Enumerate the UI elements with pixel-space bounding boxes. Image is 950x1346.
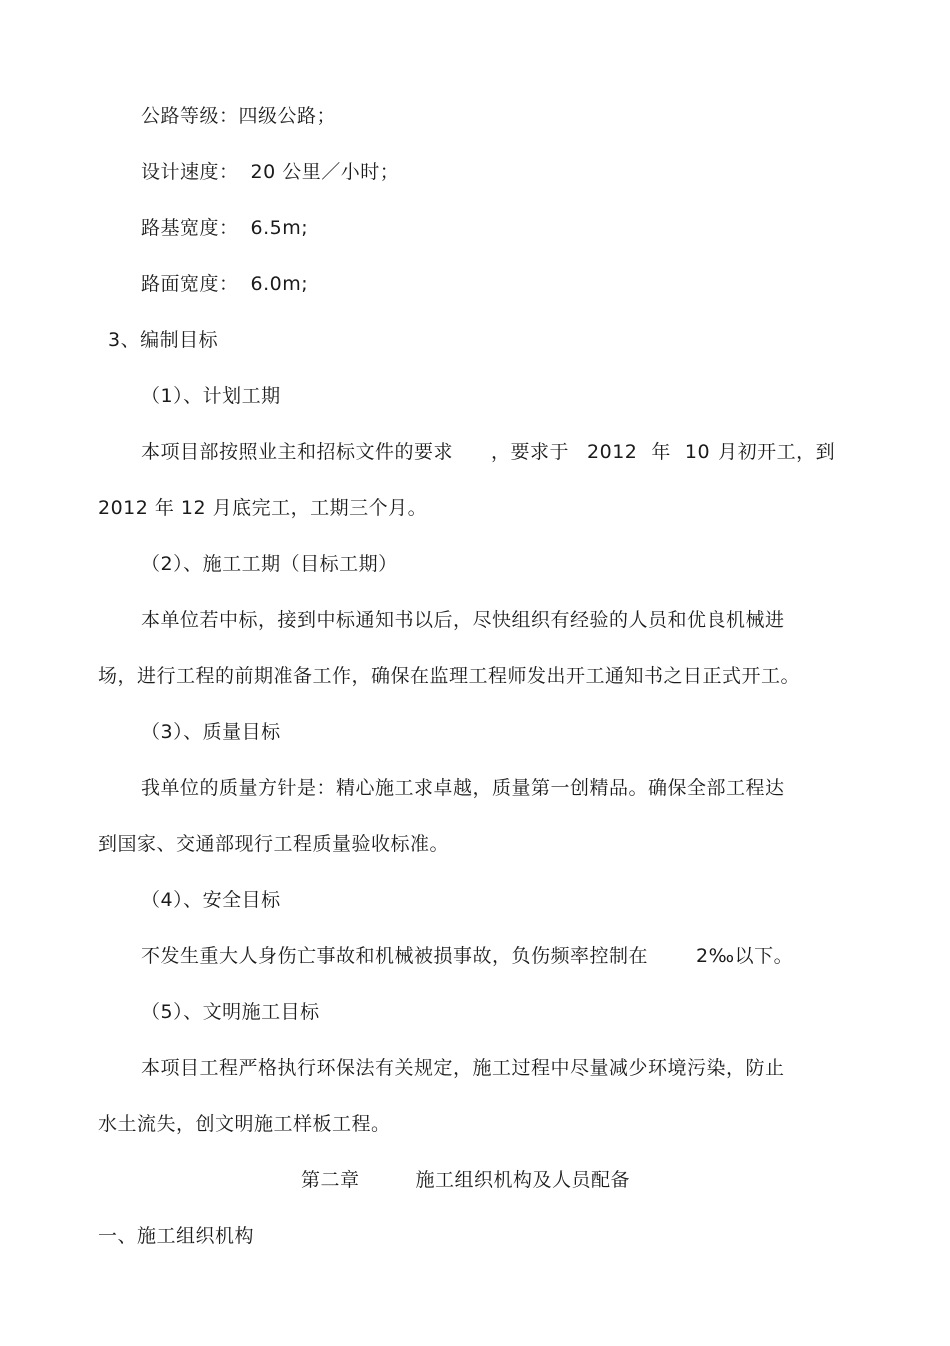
text-fragment: 本项目部按照业主和招标文件的要求 — [141, 441, 454, 463]
design-speed-label: 设计速度： — [141, 161, 239, 183]
roadbed-width-value: 6.5m; — [250, 217, 309, 239]
section-heading: 3、编制目标 — [108, 329, 219, 351]
text-fragment: 2‰以下。 — [696, 945, 794, 967]
subsection-heading: 一、施工组织机构 — [98, 1225, 255, 1247]
item-heading-5: （5）、文明施工目标 — [141, 1001, 320, 1023]
text-fragment: 2012 — [587, 441, 638, 463]
roadbed-width-line — [141, 216, 308, 240]
text-fragment: 不发生重大人身伤亡事故和机械被损事故，负伤频率控制在 — [141, 945, 649, 967]
item-heading-1: （1）、计划工期 — [141, 385, 281, 407]
chapter-number: 第二章 — [301, 1169, 360, 1191]
design-speed-line — [141, 160, 399, 184]
pavement-width-label: 路面宽度： — [141, 273, 239, 295]
paragraph-line — [141, 440, 835, 464]
paragraph-line: 到国家、交通部现行工程质量验收标准。 — [98, 833, 450, 855]
road-grade-line: 公路等级：四级公路； — [141, 105, 337, 127]
design-speed-value: 20 公里／小时； — [250, 161, 400, 183]
text-fragment: 月初开工，到 — [718, 441, 836, 463]
pavement-width-value: 6.0m; — [250, 273, 309, 295]
pavement-width-line — [141, 272, 308, 296]
paragraph-line: 本项目工程严格执行环保法有关规定，施工过程中尽量减少环境污染，防止 — [141, 1057, 785, 1079]
chapter-name: 施工组织机构及人员配备 — [415, 1169, 631, 1191]
chapter-title — [301, 1168, 630, 1192]
item-heading-4: （4）、安全目标 — [141, 889, 281, 911]
roadbed-width-label: 路基宽度： — [141, 217, 239, 239]
paragraph-line: 本单位若中标，接到中标通知书以后，尽快组织有经验的人员和优良机械进 — [141, 609, 785, 631]
paragraph-line — [141, 944, 793, 968]
paragraph-line: 我单位的质量方针是：精心施工求卓越，质量第一创精品。确保全部工程达 — [141, 777, 785, 799]
text-fragment: 10 — [684, 441, 711, 463]
paragraph-line: 场，进行工程的前期准备工作，确保在监理工程师发出开工通知书之日正式开工。 — [98, 665, 801, 687]
item-heading-2: （2）、施工工期（目标工期） — [141, 553, 398, 575]
item-heading-3: （3）、质量目标 — [141, 721, 281, 743]
paragraph-line: 水土流失，创文明施工样板工程。 — [98, 1113, 391, 1135]
text-fragment: ，要求于 — [491, 441, 570, 463]
text-fragment: 年 — [651, 441, 671, 463]
paragraph-line: 2012 年 12 月底完工，工期三个月。 — [98, 497, 428, 519]
